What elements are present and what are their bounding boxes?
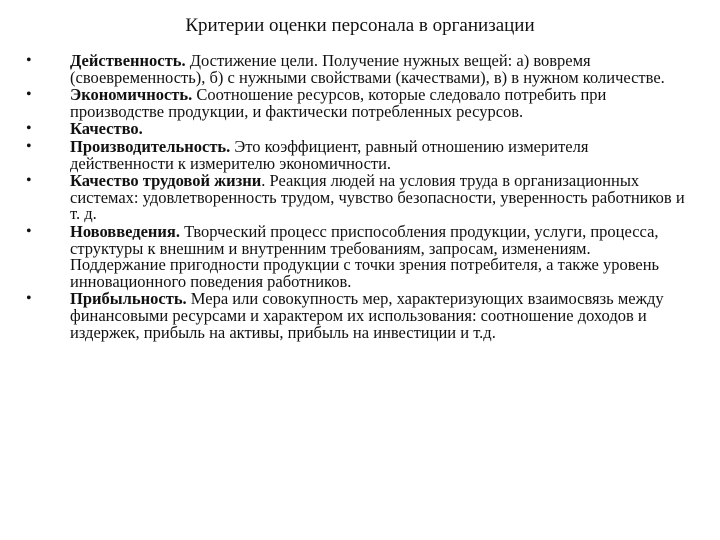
list-item — [26, 291, 686, 341]
list-item — [26, 173, 686, 223]
item-text: Мера или совокупность мер, характеризующих взаимосвязь между финансовыми ресурсами и характером их использования: соотношение доходов и издержек, прибыль на активы, прибыль на инвестиции и т.д. — [70, 289, 664, 342]
item-term: Экономичность. — [70, 85, 193, 105]
bullet-icon: • — [26, 290, 32, 308]
item-term: Производительность. — [70, 136, 231, 156]
list-item — [26, 53, 686, 86]
item-text: Достижение цели. Получение нужных вещей: а) вовремя (своевременность), б) с нужными свойствами (качествами), в) в нужном количестве. — [70, 51, 665, 87]
item-term: Нововведения. — [70, 221, 180, 241]
slide-title: Критерии оценки персонала в организации — [185, 15, 535, 36]
item-term: Прибыльность. — [70, 289, 187, 309]
item-term: Качество. — [70, 119, 143, 139]
item-term: Действенность. — [70, 51, 186, 70]
bullet-icon: • — [26, 137, 32, 155]
item-text: . Реакция людей на условия труда в организационных системах: удовлетворенность трудом, чувство безопасности, уверенность работников и т. д. — [70, 171, 685, 224]
item-term: Качество трудовой жизни — [70, 171, 262, 191]
list-item — [26, 221, 686, 291]
item-text: Соотношение ресурсов, которые следовало потребить при производстве продукции, и фактически потребленных ресурсов. — [70, 85, 607, 121]
bullet-icon: • — [26, 222, 32, 240]
list-item — [26, 136, 686, 173]
item-text: Это коэффициент, равный отношению измерителя действенности к измерителю экономичности. — [70, 136, 589, 173]
item-text: Творческий процесс приспособления продукции, услуги, процесса, структуры к внешним и внутренним требованиям, запросам, изменениям. Поддержание пригодности продукции с точки зрения потребителя, а также уровень инновационного поведения работников. — [70, 221, 660, 291]
bullet-icon: • — [26, 172, 32, 190]
list-item — [26, 87, 686, 120]
bullet-icon: • — [26, 86, 32, 104]
criteria-list — [26, 53, 686, 342]
list-item — [26, 121, 686, 138]
bullet-icon: • — [26, 52, 32, 69]
bullet-icon: • — [26, 120, 32, 138]
